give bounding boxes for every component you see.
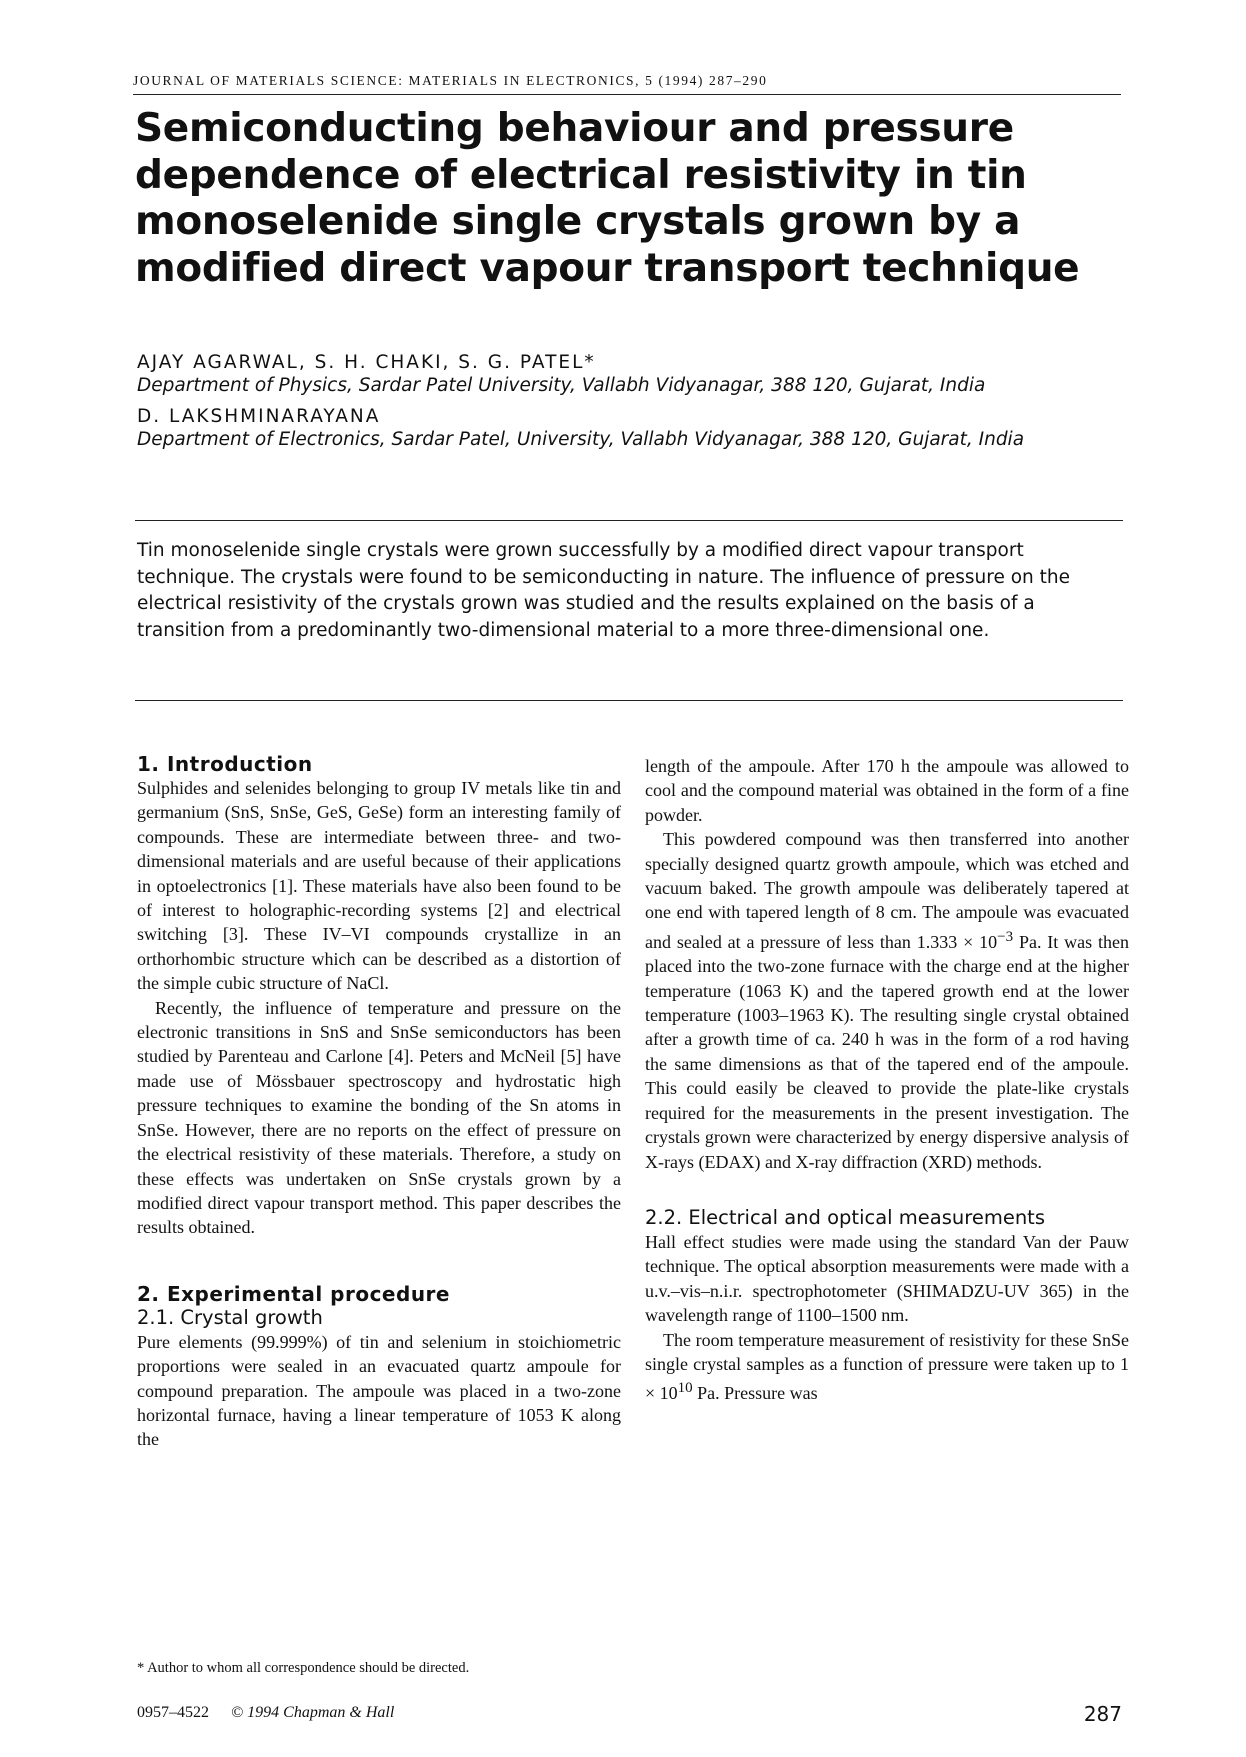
paragraph-text: Pa. It was then placed into the two-zone furnace with the charge end at the higher temperature (1063 K) and the tapered growth end at the lower temperature (1003–1963 K). The resulting single crystal obtained after a growth time of ca. 240 h was in the form of a rod having the same dimensions as that of the tapered end of the ampoule. This could easily be cleaved to provide the plate-like crystals required for the measurements in the present investigation. The crystals grown were characterized by energy dispersive analysis of X-rays (EDAX) and X-ray diffraction (XRD) methods.: [645, 931, 1129, 1172]
abstract: Tin monoselenide single crystals were grown successfully by a modified direct vapour transport technique. The crystals were found to be semiconducting in nature. The influence of pressure on the electrical resistivity of the crystals grown was studied and the results explained on the basis of a transition from a predominantly two-dimensional material to a more three-dimensional one.: [137, 540, 1071, 641]
abstract-bottom-divider: [135, 700, 1123, 701]
body-paragraph: length of the ampoule. After 170 h the ampoule was allowed to cool and the compound material was obtained in the form of a fine powder.: [645, 756, 1129, 825]
author-names: AJAY AGARWAL, S. H. CHAKI, S. G. PATEL*: [137, 352, 596, 373]
section-heading: 1. Introduction: [137, 752, 313, 776]
body-paragraph: Recently, the influence of temperature and pressure on the electronic transitions in SnS and SnSe semiconductors has been studied by Parenteau and Carlone [4]. Peters and McNeil [5] have made use of Mössbauer spectroscopy and hydrostatic high pressure techniques to examine the bonding of the Sn atoms in SnSe. However, there are no reports on the effect of pressure on the electrical resistivity of these materials. Therefore, a study on these effects was undertaken on SnSe crystals grown by a modified direct vapour transport method. This paper describes the results obtained.: [137, 997, 621, 1238]
body-paragraph: [645, 827, 1129, 1174]
section-heading: 2. Experimental procedure: [137, 1281, 450, 1306]
subsection-heading: 2.2. Electrical and optical measurements: [645, 1205, 1045, 1229]
left-column: [137, 752, 621, 1452]
page-number: 287: [1083, 1702, 1122, 1726]
journal-header: JOURNAL OF MATERIALS SCIENCE: MATERIALS IN ELECTRONICS, 5 (1994) 287–290: [133, 73, 1121, 95]
subsection-heading: 2.1. Crystal growth: [137, 1305, 323, 1329]
footnote: * Author to whom all correspondence should be directed.: [137, 1660, 470, 1676]
body-paragraph: [645, 1328, 1129, 1406]
abstract-top-divider: [135, 520, 1123, 521]
paragraph-text: This powdered compound was then transferred into another specially designed quartz growth ampoule, which was etched and vacuum baked. The growth ampoule was deliberately tapered at one end with tapered length of 8 cm. The ampoule was evacuated and sealed at a pressure of less than 1.333 × 10: [645, 829, 1129, 952]
title-line: dependence of electrical resistivity in tin: [135, 152, 1027, 198]
publication-info: [137, 1704, 394, 1722]
title-line: Semiconducting behaviour and pressure: [135, 106, 1014, 151]
exponent: 10: [677, 1380, 693, 1397]
title-line: modified direct vapour transport technique: [135, 245, 1080, 291]
copyright: © 1994 Chapman & Hall: [231, 1704, 395, 1721]
author-affiliation: Department of Electronics, Sardar Patel, University, Vallabh Vidyanagar, 388 120, Gujarat, India: [137, 429, 1025, 450]
author-affiliation: Department of Physics, Sardar Patel University, Vallabh Vidyanagar, 388 120, Gujarat, India: [137, 375, 986, 396]
paragraph-text: Pa. Pressure was: [692, 1383, 818, 1404]
author-names: D. LAKSHMINARAYANA: [137, 406, 381, 427]
issn: 0957–4522: [137, 1704, 209, 1721]
author-list: [137, 352, 1127, 452]
paragraph-text: The room temperature measurement of resistivity for these SnSe single crystal samples as a function of pressure were taken up to 1 × 10: [645, 1329, 1129, 1404]
paper-title: [135, 106, 1125, 292]
body-paragraph: Sulphides and selenides belonging to group IV metals like tin and germanium (SnS, SnSe, GeS, GeSe) form an interesting family of compounds. These are intermediate between three- and two-dimensional materials and are useful because of their applications in optoelectronics [1]. These materials have also been found to be of interest to holographic-recording systems [2] and electrical switching [3]. These IV–VI compounds crystallize in an orthorhombic structure which can be described as a distortion of the simple cubic structure of NaCl.: [137, 778, 621, 994]
body-paragraph: Pure elements (99.999%) of tin and selenium in stoichiometric proportions were sealed in an evacuated quartz ampoule for compound preparation. The ampoule was placed in a two-zone horizontal furnace, having a linear temperature of 1053 K along the: [137, 1331, 621, 1450]
body-paragraph: Hall effect studies were made using the standard Van der Pauw technique. The optical absorption measurements were made with a u.v.–vis–n.i.r. spectrophotometer (SHIMADZU-UV 365) in the wavelength range of 1100–1500 nm.: [645, 1231, 1129, 1326]
right-column: [645, 754, 1129, 1406]
exponent: −3: [997, 928, 1014, 945]
title-line: monoselenide single crystals grown by a: [135, 199, 1021, 244]
